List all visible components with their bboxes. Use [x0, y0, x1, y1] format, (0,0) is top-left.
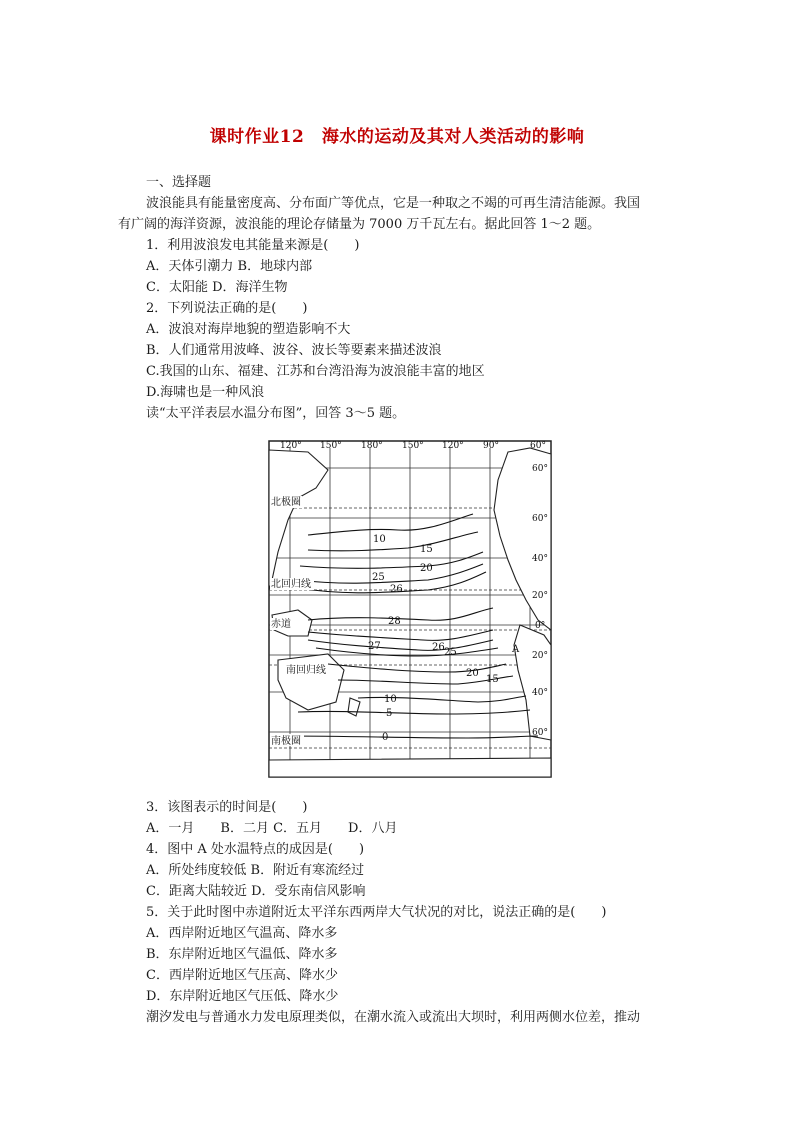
pacific-sst-map [268, 440, 552, 778]
isotherm-label: 5 [386, 708, 393, 719]
isotherm-label: 26 [432, 642, 445, 653]
intro-line-2: 有广阔的海洋资源，波浪能的理论存储量为 7000 万千瓦左右。据此回答 1～2 题。 [118, 217, 601, 232]
lat-label: 60° [532, 514, 548, 524]
q5-option-d: D．东岸附近地区气压低、降水少 [146, 989, 339, 1004]
q5-option-b: B．东岸附近地区气温低、降水多 [146, 947, 338, 962]
arctic-circle-label: 北极圈 [271, 497, 301, 508]
q2-option-d: D.海啸也是一种风浪 [146, 385, 265, 400]
isotherm-label: 15 [486, 674, 499, 685]
q5-stem: 5．关于此时图中赤道附近太平洋东西两岸大气状况的对比，说法正确的是( ) [146, 905, 607, 920]
q3-options: A．一月 B．二月 C．五月 D．八月 [146, 821, 398, 836]
lon-label: 150° [320, 441, 342, 451]
q4-options-cd: C．距离大陆较近 D．受东南信风影响 [146, 884, 366, 899]
isotherm-label: 20 [420, 563, 433, 574]
lon-label: 120° [280, 441, 302, 451]
intro-line-1: 波浪能具有能量密度高、分布面广等优点，它是一种取之不竭的可再生清洁能源。我国 [146, 196, 641, 211]
q2-option-c: C.我国的山东、福建、江苏和台湾沿海为波浪能丰富的地区 [146, 364, 485, 379]
page-title: 课时作业12 海水的运动及其对人类活动的影响 [209, 127, 585, 147]
lon-label: 150° [402, 441, 424, 451]
lon-label: 180° [361, 441, 383, 451]
isotherm-label: 10 [373, 534, 386, 545]
lat-label: 60° [532, 464, 548, 474]
isotherm-label: 0 [382, 732, 389, 743]
point-a-label: A [512, 644, 520, 655]
tropic-capricorn-label: 南回归线 [286, 665, 326, 676]
q5-option-c: C．西岸附近地区气压高、降水少 [146, 968, 338, 983]
isotherm-label: 15 [420, 544, 433, 555]
q1-options-cd: C．太阳能 D．海洋生物 [146, 280, 288, 295]
tropic-cancer-label: 北回归线 [271, 579, 311, 590]
lat-label: 60° [532, 728, 548, 738]
equator-label: 赤道 [271, 619, 291, 630]
read-prompt: 读“太平洋表层水温分布图”，回答 3～5 题。 [146, 406, 406, 421]
q1-stem: 1．利用波浪发电其能量来源是( ) [146, 238, 360, 253]
lon-label: 60° [530, 441, 546, 451]
q2-option-b: B．人们通常用波峰、波谷、波长等要素来描述波浪 [146, 343, 442, 358]
lat-label: 20° [532, 591, 548, 601]
lat-label: 40° [532, 688, 548, 698]
q4-options-ab: A．所处纬度较低 B．附近有寒流经过 [146, 863, 365, 878]
lat-label: 40° [532, 554, 548, 564]
q5-option-a: A．西岸附近地区气温高、降水多 [146, 926, 338, 941]
lon-label: 90° [483, 441, 499, 451]
isotherm-label: 27 [368, 641, 381, 652]
isotherm-label: 10 [384, 694, 397, 705]
isotherm-label: 26 [390, 584, 403, 595]
lon-label: 120° [442, 441, 464, 451]
q4-stem: 4．图中 A 处水温特点的成因是( ) [146, 842, 365, 857]
antarctic-circle-label: 南极圈 [271, 736, 301, 747]
isotherm-label: 20 [466, 668, 479, 679]
lat-label: 0° [535, 621, 546, 631]
section-heading: 一、选择题 [146, 175, 212, 190]
isotherm-label: 25 [372, 572, 385, 583]
q1-options-ab: A．天体引潮力 B．地球内部 [146, 259, 313, 274]
isotherm-label: 28 [388, 616, 401, 627]
tail-paragraph: 潮汐发电与普通水力发电原理类似，在潮水流入或流出大坝时，利用两侧水位差，推动 [146, 1010, 641, 1025]
q2-stem: 2．下列说法正确的是( ) [146, 301, 308, 316]
q2-option-a: A．波浪对海岸地貌的塑造影响不大 [146, 322, 351, 337]
q3-stem: 3．该图表示的时间是( ) [146, 800, 308, 815]
isotherm-label: 25 [444, 647, 457, 658]
lat-label: 20° [532, 651, 548, 661]
